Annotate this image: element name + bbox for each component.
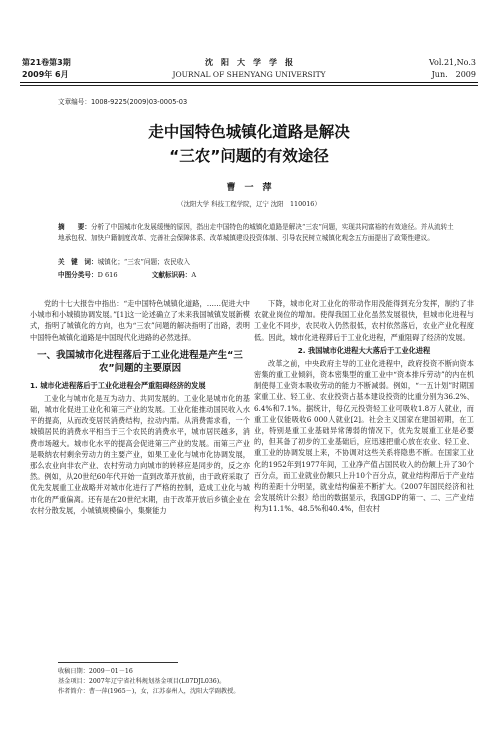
header-rule — [20, 82, 478, 83]
keywords — [58, 257, 458, 268]
body-paragraph: 下降，城市化对工业化的带动作用没能得到充分发挥，制约了非农就业岗位的增加。使得我国工业化虽然发展很快，但城市化进程与工业化不同步，农民收入仍然很低，农村依然落后，农业产业化程度低。因此，城市化进程滞后于工业化进程，严重阻碍了经济的发展。 — [254, 299, 474, 342]
journal-name-en: JOURNAL OF SHENYANG UNIVERSITY — [172, 70, 326, 79]
body-paragraph: 工业化与城市化是互为动力、共同发展的。工业化是城市化的基础，城市化促进工业化和第三产业的发展。工业化能推动国民收入水平的提高，从而改变居民消费结构，拉动内需。从消费需求看，一个城镇居民的消费水平相当于三个农民的消费水平，城市居民越多，消费市场越大。城市化水平的提高会促进第三产业的发展。而第三产业是吸纳农村剩余劳动力的主要产业，如果工业化与城市化协调发展，那么农业向非农产业、农村劳动力向城市的转移应是同步的，反之亦然。例如，从20世纪60年代开始一直到改革开放前，由于政府采取了优先发展重工业战略并对城市化进行了严格的控制，造成工业化与城市化的严重偏离。还有是在20世纪末期，由于改革开放后乡镇企业在农村分散发展，小城镇规模偏小，集聚能力 — [30, 393, 250, 515]
left-column — [30, 298, 250, 516]
footnote-author: 作者简介：曹一萍(1965－)，女，江苏泰州人，沈阳大学副教授。 — [58, 688, 240, 695]
title-line-1: 走中国特色城镇化道路是解决 — [148, 123, 350, 141]
journal-name-cn: 沈 阳 大 学 学 报 — [205, 58, 293, 67]
footnote-received: 收稿日期：2009－01－16 — [58, 668, 133, 675]
clc-label: 中图分类号： — [58, 271, 98, 279]
author-name: 曹 一 萍 — [226, 183, 272, 193]
abstract-label: 摘 要： — [58, 223, 91, 231]
footnote-rule — [58, 662, 178, 663]
clc-code: D 616 — [97, 271, 118, 279]
abstract-text: 分析了中国城市化发展缓慢的原因，指出走中国特色的城镇化道路是解决“三农”问题，实现共同富裕的有效途径。并从流转土地承包权、加快户籍制度改革、完善社会保障体系、改革城镇建设投资体制、引导农民树立城镇化观念五方面提出了政策性建议。 — [58, 223, 454, 242]
date-en: Jun. 2009 — [431, 70, 476, 79]
volume-issue-cn: 第21卷第3期 — [22, 58, 71, 67]
subsection-heading-2: 2. 我国城市化进程大大落后于工业化进程 — [297, 345, 431, 355]
subsection-heading-1: 1. 城市化进程落后于工业化进程会严重阻碍经济的发展 — [30, 380, 206, 390]
doc-code: A — [191, 271, 197, 279]
article-number: 文章编号：1008-9225(2009)03-0005-03 — [58, 98, 188, 106]
abstract — [58, 222, 458, 244]
body-paragraph: 改革之前，中央政府主导的工业化进程中，政府投资不断向资本密集的重工业倾斜，资本密集型的重工业中“资本排斥劳动”的内在机制使得工业资本吸收劳动的能力不断减弱。例如，“一五计划”时期国家重工业、轻工业、农业投资占基本建设投资的比重分别为36.2%、6.4%和7.1%。据统计，每亿元投资轻工业可吸收1.8万人就业，而重工业仅能吸收6 000人就业[2]。社会主义国家在建国初期，在工业，特别是重工业基础异常薄弱的情况下，优先发展重工业是必要的，但其备了初步的工业基础后，应迅速把重心放在农业、轻工业、重工业的协调发展上来，不协调对这些关系将隐患不断。在国家工业化的1952年到1977年间，工业净产值占国民收入的份额上升了30个百分点，而工业就业份额只上升10个百分点，就业结构滞后于产业结构的差距十分明显，就业结构偏差不断扩大。《2007年国民经济和社会发展统计公报》给出的数据显示，我国GDP的第一、二、三产业结构为11.1%、48.5%和40.4%，但农村 — [254, 358, 474, 514]
title-line-2: “三农”问题的有效途径 — [169, 147, 329, 165]
right-column — [254, 298, 474, 515]
doc-code-label: 文献标识码： — [151, 271, 192, 279]
intro-paragraph: 党的十七大报告中指出：“走中国特色城镇化道路，……促进大中小城市和小城镇协调发展。”[1]这一论述确立了未来我国城镇发展新模式，指明了城镇化的方向，也为“三农”问题的解决指明了出路，表明中国特色城镇化道路是中国现代化进路的必然选择。 — [30, 299, 250, 342]
date-cn: 2009年 6月 — [22, 70, 69, 79]
footnote-fund: 基金项目：2007年辽宁省社科规划基金项目(L07DJL036)。 — [58, 678, 226, 685]
section-heading-1: 一、我国城市化进程落后于工业化进程是产生“三农”问题的主要原因 — [37, 349, 243, 374]
classification — [58, 270, 458, 281]
volume-issue-en: Vol.21,No.3 — [429, 58, 476, 67]
header-rule-thin — [20, 85, 478, 86]
keywords-label: 关 键 词： — [58, 258, 98, 266]
author-affiliation: （沈阳大学 科技工程学院，辽宁 沈阳 110016） — [177, 200, 321, 208]
keywords-text: 城镇化；“三农”问题；农民收入 — [97, 258, 191, 266]
